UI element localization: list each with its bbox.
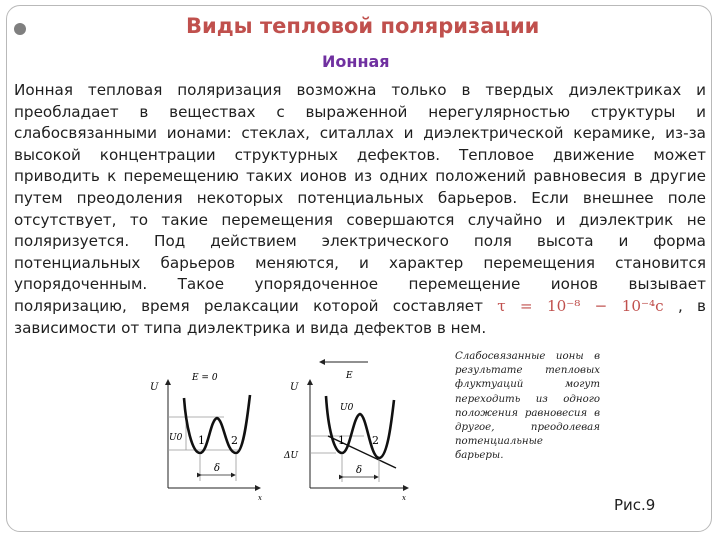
right-distance-label: δ: [356, 465, 363, 476]
left-axis-x-label: x: [258, 494, 262, 502]
caption-line: переходить из одного: [455, 393, 600, 405]
slide-subtitle: Ионная: [322, 52, 390, 71]
caption-line: результате тепловых: [455, 365, 600, 377]
right-axis-x-label: x: [402, 494, 406, 502]
right-well-1-label: 1: [338, 434, 345, 447]
paragraph-line: приводить к перемещению таких ионов из одних положений равновесия в другие: [14, 167, 706, 186]
paragraph-line: слабосвязанными ионами: стеклах, ситаллах и диэлектрической керамике, из-за: [14, 124, 706, 143]
potential-barrier-figure: [150, 350, 450, 505]
caption-line: другое, преодолевая: [455, 422, 600, 434]
caption-line: флуктуаций могут: [455, 379, 600, 391]
paragraph-line: преобладает в веществах с выраженной нерегулярностью структуры и: [14, 102, 706, 121]
caption-line: барьеры.: [455, 450, 504, 462]
paragraph-line: потенциальных барьеров меняются, и характер перемещения становится: [14, 253, 706, 272]
paragraph-line-formula: [14, 296, 706, 318]
paragraph-line: поляризуется. Под действием электрического поля высота и форма: [14, 232, 706, 251]
slide-title: Виды тепловой поляризации: [186, 14, 540, 38]
right-potential-curve: [326, 396, 394, 458]
paragraph-line: Ионная тепловая поляризация возможна только в твердых диэлектриках и: [14, 81, 706, 99]
right-axis-y-label: U: [290, 382, 299, 393]
left-well-1-label: 1: [198, 434, 205, 447]
right-delta-label: ΔU: [284, 451, 299, 461]
figure-label: Рис.9: [614, 496, 656, 514]
right-diagram: [283, 362, 408, 502]
right-well-2-label: 2: [372, 434, 379, 447]
left-barrier-label: U0: [169, 433, 183, 443]
paragraph-line: зависимости от типа диэлектрика и вида дефектов в нем.: [14, 318, 487, 337]
paragraph-line: упорядоченным. Такое упорядоченное перемещение ионов вызывает: [14, 275, 706, 294]
right-barrier-label: U0: [340, 403, 354, 413]
caption-line: потенциальные: [455, 436, 543, 448]
paragraph-line: высокой концентрации структурных дефектов. Тепловое движение может: [14, 145, 706, 164]
body-paragraph: [14, 80, 706, 339]
paragraph-line: отсутствует, то такие перемещения совершаются случайно и диэлектрик не: [14, 210, 706, 229]
left-well-2-label: 2: [231, 434, 238, 447]
left-axis-y-label: U: [150, 382, 159, 393]
bullet-icon: [14, 23, 26, 35]
figure-caption: [455, 350, 600, 464]
caption-line: Слабосвязанные ионы в: [455, 351, 600, 362]
caption-line: положения равновесия в: [455, 407, 600, 419]
right-field-label: E: [346, 371, 353, 381]
left-field-label: E = 0: [192, 373, 218, 383]
left-distance-label: δ: [214, 463, 221, 474]
paragraph-line: путем преодоления некоторых потенциальных барьеров. Если внешнее поле: [14, 188, 706, 207]
left-diagram: [150, 373, 262, 502]
relaxation-formula: τ = 10⁻⁸ − 10⁻⁴с: [497, 296, 664, 315]
paragraph-text: , в: [677, 296, 707, 315]
left-potential-curve: [184, 395, 250, 453]
paragraph-text: поляризацию, время релаксации которой составляет: [14, 296, 483, 315]
